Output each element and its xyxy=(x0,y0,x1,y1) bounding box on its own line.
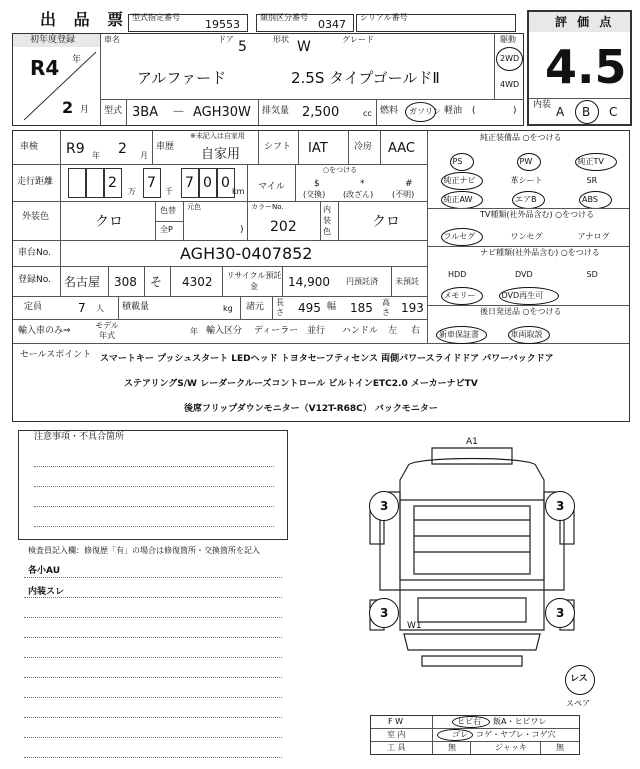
genuine-item: 革シート xyxy=(510,176,543,185)
vehicle-grade: 2.5S タイプゴールドⅡ xyxy=(291,69,440,87)
doors-value: 5 xyxy=(238,39,247,55)
handle-right: 右 xyxy=(411,326,421,336)
caution-label: 注意事項・不具合箇所 xyxy=(34,432,125,442)
import-category-label: 輸入区分 xyxy=(206,326,243,336)
width-value: 185 xyxy=(350,301,373,315)
fuel-circle xyxy=(405,102,436,122)
later-item: 新車保証書 xyxy=(439,330,479,339)
shaken-label: 車検 xyxy=(20,142,39,152)
height-value: 193 xyxy=(401,301,424,315)
navi-item-circle xyxy=(499,287,559,305)
color-change-label: 色替 xyxy=(160,206,176,215)
later-header-line xyxy=(428,305,629,306)
tire-front-left-value: 3 xyxy=(380,499,389,513)
load-label: 積載量 xyxy=(122,302,150,312)
handle-left: 左 xyxy=(388,326,398,336)
len-value: 495 xyxy=(298,301,321,315)
damage-fw-item-2: 飯A・ヒビワレ xyxy=(493,717,547,726)
kg-unit: kg xyxy=(223,304,233,313)
plate-city: 名古屋 xyxy=(64,275,101,289)
height-label: 高さ xyxy=(382,298,390,317)
ac-value: AAC xyxy=(388,141,415,156)
mileage-opt3: # xyxy=(405,179,413,189)
seats-value: 7 xyxy=(78,301,86,315)
color-no-value: 202 xyxy=(270,219,297,235)
tv-item: フルセグ xyxy=(443,232,476,241)
auction-sheet: 出 品 票 型式指定番号 19553 類別区分番号 0347 シリアル番号 評 価 点 4.5 内装 A B C 初年度登録 R4 年 2 月 車名 ドア 5 形状 W グレード アルファード 2.5S タイプゴールドⅡ 駆動 2WD 4WD 型式 3BA － AGH30W 排気量 2,500 cc 燃料 ガソリン 軽油 ( ) 車検 R9 年 2 月 車歴 ※未記入は自家用 自家用 シフト IAT 冷房 AAC 走行距離 2 7 7 0 0 万 千 km マイル ○をつける $ (交換) * (改ざん) # (不明) 外装色 クロ 色替 全P 元色 ) カラーNo. 202 内装色 クロ 車台No. AGH30-0407852 登録No. 名古屋 308 そ 4302 リサイクル預託金 14,900 円預託済 未預託 定員 7 人 積載量 kg 諸元 長さ 495 幅 185 高さ 193 輸入車のみ⇒ モデル年式 年 輸入区分 ディーラー 並行 ハンドル 左 右 純正装備品 ○をつける PS PW 純正TV 純正ナビ 革シート SR 純正AW エアB ABS TV種類(社外品含む) ○をつける フルセグ ワンセグ アナログ ナビ種類(社外品含む) ○をつける HDD DVD SD メモリー DVD再生可 後日発送品 ○をつける 新車保証書 車両取説 セールスポイント スマートキー プッシュスタート LEDヘッド トヨタセーフティセンス 両側パワースライドドア パワーバックドア ステアリングS/W レーダークルーズコントロール ビルトインETC2.0 メーカーナビTV 後席フリップダウンモニター（V12T-R68C） バックモニター 注意事項・不具合箇所 検査員記入欄：修復歴「有」の場合は修復箇所・交換箇所を記入 各小AU 内装スレ A1 W1 3 3 3 3 レス スペア F W ヒビ右 飯A・ヒビワレ 室 内 ゴレ コゲ・ヤブレ・コゲ穴 工 具 無 ジャッキ 無 xyxy=(0,0,640,769)
inspector-note-1: 各小AU xyxy=(28,566,60,576)
genuine-item: SR xyxy=(586,176,598,185)
tv-item: アナログ xyxy=(577,232,610,241)
width-label: 幅 xyxy=(327,302,337,312)
interior-score-label: 内装 xyxy=(533,100,552,110)
later-item-circle xyxy=(508,326,550,344)
inspector-dotted-line xyxy=(24,757,282,758)
import-label: 輸入車のみ⇒ xyxy=(18,326,71,336)
navi-item: SD xyxy=(586,270,598,279)
damage-int-circle xyxy=(437,729,473,741)
inspector-dotted-line xyxy=(24,697,282,698)
interior-c: C xyxy=(609,105,618,119)
chassis-value: AGH30-0407852 xyxy=(180,244,313,263)
plate-label: 登録No. xyxy=(18,275,51,285)
plate-kana: そ xyxy=(150,275,163,289)
fuel-label: 燃料 xyxy=(380,106,399,116)
grade-label: グレード xyxy=(342,35,374,44)
tv-header-line xyxy=(428,208,629,209)
damage-tools-item-2: ジャッキ xyxy=(495,743,527,752)
damage-int-item-2: コゲ・ヤブレ・コゲ穴 xyxy=(476,730,556,739)
odometer-digit-box xyxy=(86,168,104,198)
displacement-value: 2,500 xyxy=(302,105,340,120)
inspector-dotted-line xyxy=(24,637,282,638)
navi-item: HDD xyxy=(448,270,467,279)
mileage-opt3-sub: (不明) xyxy=(392,190,415,199)
sales-points-label: セールスポイント xyxy=(20,350,92,360)
recycle-status: 未預託 xyxy=(395,277,419,286)
genuine-item: 純正TV xyxy=(577,157,604,166)
damage-int-item-1: ゴレ xyxy=(452,730,468,739)
odometer-digit-box xyxy=(68,168,86,198)
import-year-unit: 年 xyxy=(190,327,198,336)
shaken-month-unit: 月 xyxy=(140,151,148,160)
reg-month-unit: 月 xyxy=(80,105,90,115)
handle-label: ハンドル xyxy=(342,326,379,336)
inspector-dotted-line xyxy=(24,677,282,678)
genuine-item-circle xyxy=(517,153,541,171)
interior-b-circle xyxy=(575,100,599,124)
recycle-amount: 14,900 xyxy=(288,275,330,289)
mileage-opt2-sub: (改ざん) xyxy=(343,190,374,199)
mileage-opt1: $ xyxy=(314,179,320,189)
mileage-opt1-sub: (交換) xyxy=(303,190,326,199)
navi-item: DVD xyxy=(515,270,533,279)
full-paint-label: 全P xyxy=(160,225,173,234)
class-no-label: 類別区分番号 xyxy=(260,13,308,22)
reg-era-year: R4 xyxy=(30,56,60,80)
cc-unit: cc xyxy=(363,109,372,118)
shift-value: IAT xyxy=(308,141,328,156)
navi-header: ナビ種類(社外品含む) ○をつける xyxy=(480,248,600,257)
dims-label: 諸元 xyxy=(246,302,265,312)
shape-value: W xyxy=(297,39,311,55)
genuine-item-circle xyxy=(512,191,545,209)
drive-2wd: 2WD xyxy=(500,54,520,63)
genuine-item: PS xyxy=(452,157,463,166)
tire-rear-left-value: 3 xyxy=(380,606,389,620)
interior-b: B xyxy=(582,105,591,119)
shaken-month: 2 xyxy=(118,141,127,157)
damage-fw-circle xyxy=(452,716,490,728)
import-dealer: ディーラー xyxy=(254,326,299,336)
tire-front-right-value: 3 xyxy=(556,499,565,513)
navi-item: DVD再生可 xyxy=(501,291,544,300)
shift-label: シフト xyxy=(264,142,292,152)
history-note: ※未記入は自家用 xyxy=(190,132,245,140)
shaken-year-unit: 年 xyxy=(92,151,100,160)
int-color-value: クロ xyxy=(372,214,400,230)
inspector-dotted-line xyxy=(24,717,282,718)
serial-label: シリアル番号 xyxy=(360,13,408,22)
inspector-label: 検査員記入欄：修復歴「有」の場合は修復箇所・交換箇所を記入 xyxy=(28,546,260,555)
plate-class: 308 xyxy=(114,275,137,289)
genuine-item: PW xyxy=(519,157,533,166)
shape-label: 形状 xyxy=(273,35,289,44)
len-label: 長さ xyxy=(276,298,284,317)
genuine-item-circle xyxy=(441,191,483,209)
mark-w1: W1 xyxy=(407,621,422,631)
genuine-item-circle xyxy=(575,153,617,171)
sheet-title: 出 品 票 xyxy=(40,10,130,29)
tv-item: ワンセグ xyxy=(510,232,543,241)
chassis-label: 車台No. xyxy=(18,248,51,258)
mark-a1: A1 xyxy=(466,437,478,447)
genuine-header: 純正装備品 ○をつける xyxy=(480,133,562,142)
drive-label: 駆動 xyxy=(500,35,516,44)
inspector-dotted-line xyxy=(24,577,282,578)
model-year-label: モデル年式 xyxy=(95,321,119,340)
damage-row-interior-label: 室 内 xyxy=(387,730,406,739)
score-value: 4.5 xyxy=(545,40,627,94)
genuine-item-circle xyxy=(579,191,612,209)
damage-fw-item-1: ヒビ右 xyxy=(457,717,481,726)
mileage-opt2: * xyxy=(360,179,365,189)
inspector-dotted-line xyxy=(24,617,282,618)
odometer-digit: 7 xyxy=(185,175,194,191)
genuine-item: ABS xyxy=(582,195,598,204)
fuel-value: ガソリン xyxy=(409,107,441,116)
mile-label: マイル xyxy=(258,182,285,192)
tv-item-circle xyxy=(441,228,483,246)
mileage-label: 走行距離 xyxy=(17,177,54,187)
reg-month: 2 xyxy=(62,98,74,117)
odometer-digit: 2 xyxy=(108,175,117,191)
model-dash: － xyxy=(172,105,186,120)
seats-label: 定員 xyxy=(24,302,43,312)
mileage-man-unit: 万 xyxy=(128,187,136,196)
caution-box xyxy=(18,430,288,540)
import-parallel: 並行 xyxy=(307,326,326,336)
reg-year-unit: 年 xyxy=(72,55,82,65)
sales-line-2: ステアリングS/W レーダークルーズコントロール ビルトインETC2.0 メーカーナビTV xyxy=(124,379,478,389)
damage-tools-item-1: 無 xyxy=(448,743,456,752)
spare-value: レス xyxy=(570,674,588,684)
first-reg-label: 初年度登録 xyxy=(30,35,76,45)
orig-color-label: 元色 xyxy=(187,203,201,211)
genuine-item: 純正AW xyxy=(443,195,473,204)
genuine-item-circle xyxy=(450,153,474,171)
damage-row-fw-label: F W xyxy=(388,717,404,726)
ext-color-value: クロ xyxy=(95,214,123,230)
later-item: 車両取説 xyxy=(510,330,543,339)
ac-label: 冷房 xyxy=(354,142,373,152)
sales-line-3: 後席フリップダウンモニター（V12T-R68C） バックモニター xyxy=(184,404,438,414)
spare-label: スペア xyxy=(566,699,590,708)
type-no-label: 型式指定番号 xyxy=(132,13,180,22)
seats-unit: 人 xyxy=(96,304,104,313)
recycle-label: リサイクル預託金 xyxy=(226,271,282,291)
navi-header-line xyxy=(428,246,629,247)
tire-rear-right-value: 3 xyxy=(556,606,565,620)
inspector-note-2: 内装スレ xyxy=(28,587,65,597)
vehicle-name: アルファード xyxy=(137,69,227,87)
km-unit: km xyxy=(232,187,245,196)
navi-item-circle xyxy=(441,287,483,305)
ext-color-label: 外装色 xyxy=(22,212,50,222)
car-diagram xyxy=(360,437,590,680)
interior-a: A xyxy=(556,105,565,119)
plate-number: 4302 xyxy=(182,275,213,289)
light-label: 軽油 xyxy=(444,106,463,116)
class-no-value: 0347 xyxy=(318,18,346,31)
drive-4wd: 4WD xyxy=(500,80,520,89)
model-prefix: 3BA xyxy=(132,105,159,120)
tv-header: TV種類(社外品含む) ○をつける xyxy=(480,210,595,219)
model-label: 型式 xyxy=(104,106,123,116)
model-code: AGH30W xyxy=(193,105,251,120)
later-item-circle xyxy=(436,326,487,344)
genuine-item-circle xyxy=(441,172,483,190)
inspector-dotted-line xyxy=(24,597,282,598)
door-label: ドア xyxy=(218,35,234,44)
drive-2wd-circle xyxy=(496,47,523,71)
shaken-era: R9 xyxy=(66,141,85,157)
int-color-label: 内装色 xyxy=(323,205,331,236)
recycle-unit: 円預託済 xyxy=(346,277,378,286)
mileage-sen-unit: 千 xyxy=(165,187,173,196)
odometer-digit: 0 xyxy=(221,175,230,191)
odometer-digit: 7 xyxy=(147,175,156,191)
odometer-digit: 0 xyxy=(203,175,212,191)
sales-line-1: スマートキー プッシュスタート LEDヘッド トヨタセーフティセンス 両側パワースライドドア パワーバックドア xyxy=(100,354,554,364)
navi-item: メモリー xyxy=(443,291,476,300)
damage-tools-item-3: 無 xyxy=(556,743,564,752)
history-value: 自家用 xyxy=(201,147,241,162)
history-label: 車歴 xyxy=(156,142,175,152)
inspector-dotted-line xyxy=(24,737,282,738)
genuine-item: 純正ナビ xyxy=(443,176,476,185)
damage-row-tools-label: 工 具 xyxy=(387,743,406,752)
inspector-dotted-line xyxy=(24,657,282,658)
type-no-value: 19553 xyxy=(205,18,240,31)
color-no-label: カラーNo. xyxy=(251,203,284,211)
score-label: 評 価 点 xyxy=(555,15,615,29)
name-label: 車名 xyxy=(104,35,120,44)
mileage-circle-note: ○をつける xyxy=(323,166,358,174)
displacement-label: 排気量 xyxy=(262,106,290,116)
later-header: 後日発送品 ○をつける xyxy=(480,307,562,316)
genuine-item: エアB xyxy=(515,195,537,204)
